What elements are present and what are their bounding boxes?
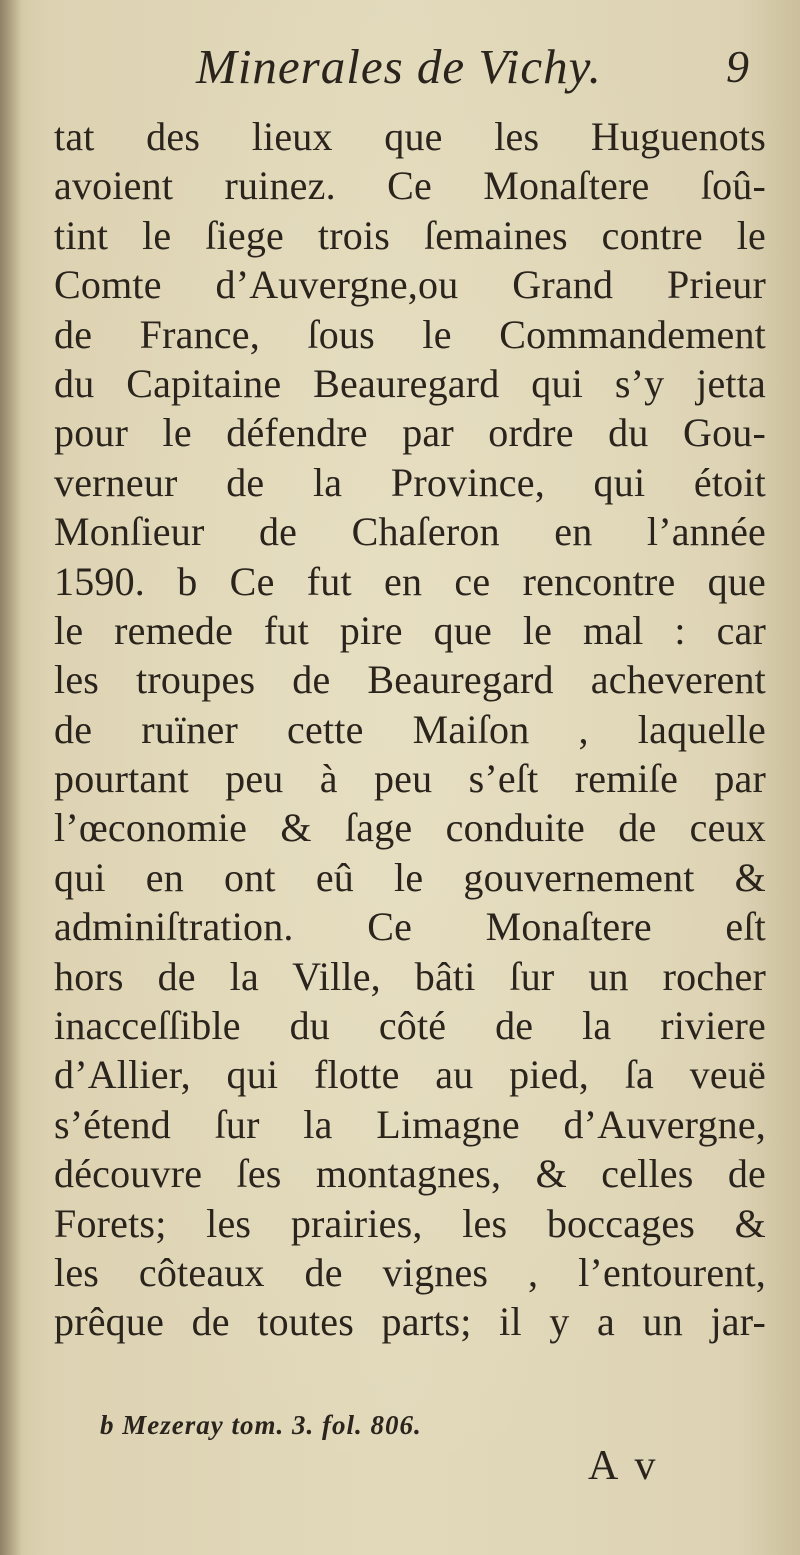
text-line: 1590. b Ce fut en ce rencontre que	[54, 558, 766, 604]
text-line: avoient ruinez. Ce Monaſtere ſoû-	[54, 163, 766, 209]
footnote: b Mezeray tom. 3. fol. 806.	[100, 1410, 422, 1440]
text-line: le remede fut pire que le mal : car	[54, 607, 766, 653]
text-line: inacceſſible du côté de la riviere	[54, 1003, 766, 1049]
body-text	[54, 112, 766, 1347]
text-line: l’œconomie & ſage conduite de ceux	[54, 805, 766, 851]
text-line: Forets; les prairies, les boccages &	[54, 1200, 766, 1246]
page-header	[0, 38, 800, 108]
text-line: les troupes de Beauregard acheverent	[54, 657, 766, 703]
page-spine-shadow	[0, 0, 22, 1555]
text-line: découvre ſes montagnes, & celles de	[54, 1151, 766, 1197]
text-line: Monſieur de Chaſeron en l’année	[54, 509, 766, 555]
text-line: d’Allier, qui flotte au pied, ſa veuë	[54, 1052, 766, 1098]
text-line: tint le ſiege trois ſemaines contre le	[54, 212, 766, 258]
text-line: pour le défendre par ordre du Gou-	[54, 410, 766, 456]
signature-mark: A v	[588, 1443, 660, 1489]
running-title: Minerales de Vichy.	[196, 39, 602, 94]
text-line: de France, ſous le Commandement	[54, 311, 766, 357]
text-line: pourtant peu à peu s’eſt remiſe par	[54, 756, 766, 802]
text-line: s’étend ſur la Limagne d’Auvergne,	[54, 1101, 766, 1147]
text-line: qui en ont eû le gouvernement &	[54, 854, 766, 900]
text-line: verneur de la Province, qui étoit	[54, 459, 766, 505]
text-line: Comte d’Auvergne,ou Grand Prieur	[54, 262, 766, 308]
text-line: tat des lieux que les Huguenots	[54, 114, 766, 159]
text-line: du Capitaine Beauregard qui s’y jetta	[54, 360, 766, 406]
text-line: les côteaux de vignes , l’entourent,	[54, 1249, 766, 1295]
text-line: de ruïner cette Maiſon , laquelle	[54, 706, 766, 752]
text-line: adminiſtration. Ce Monaſtere eſt	[54, 904, 766, 950]
text-line: prêque de toutes parts; il y a un jar-	[54, 1299, 766, 1345]
page-number: 9	[726, 41, 749, 92]
text-line: hors de la Ville, bâti ſur un rocher	[54, 953, 766, 999]
